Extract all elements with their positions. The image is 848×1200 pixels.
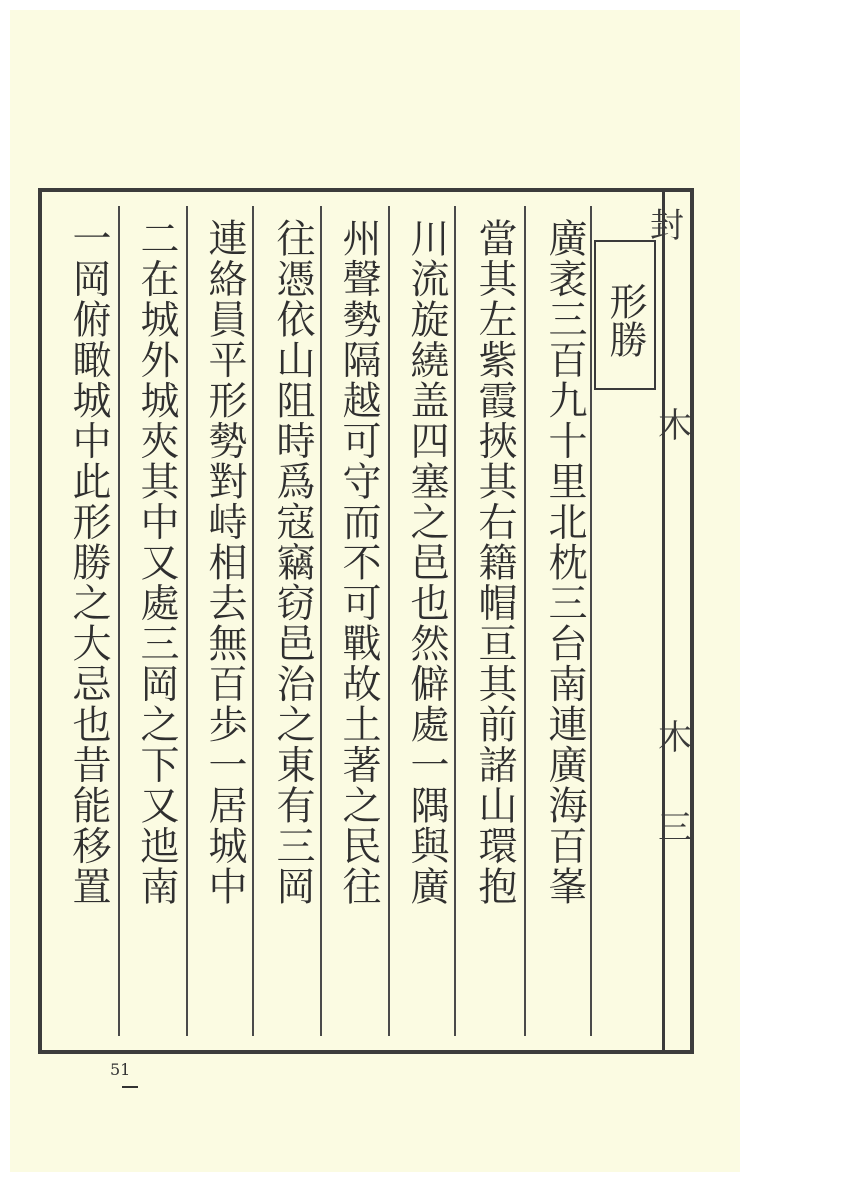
column-divider	[186, 206, 188, 1036]
column-divider	[454, 206, 456, 1036]
column-divider	[118, 206, 120, 1036]
column-divider	[320, 206, 322, 1036]
margin-mark: 木	[658, 718, 692, 758]
text-column-5: 往憑依山阻時爲寇竊窃邑治之東有三岡	[270, 218, 315, 907]
text-column-4: 州聲勢隔越可守而不可戰故土著之民往	[336, 218, 381, 907]
column-divider	[252, 206, 254, 1036]
text-column-6: 連絡員平形勢對峙相去無百歩一居城中	[202, 218, 247, 907]
text-column-2: 當其左紫霞挾其右籍帽亘其前諸山環抱	[472, 218, 517, 907]
margin-top-char: 封	[650, 206, 684, 246]
section-heading: 形勝	[594, 240, 656, 390]
margin-divider	[662, 192, 665, 1050]
text-column-8: 一岡俯瞰城中此形勝之大忌也昔能移置	[66, 218, 111, 907]
text-column-3: 川流旋繞盖四塞之邑也然僻處一隅與廣	[404, 218, 449, 907]
page-number: 51	[110, 1060, 131, 1079]
page-number-underline	[122, 1086, 138, 1088]
text-column-7: 二在城外城夾其中又處三岡之下又迆南	[134, 218, 179, 907]
column-divider	[524, 206, 526, 1036]
text-column-1: 廣袤三百九十里北枕三台南連廣海百峯	[542, 218, 587, 907]
margin-mark: 三	[658, 808, 692, 848]
scanned-page	[10, 10, 740, 1172]
column-divider	[388, 206, 390, 1036]
margin-mark: 木	[658, 406, 692, 446]
